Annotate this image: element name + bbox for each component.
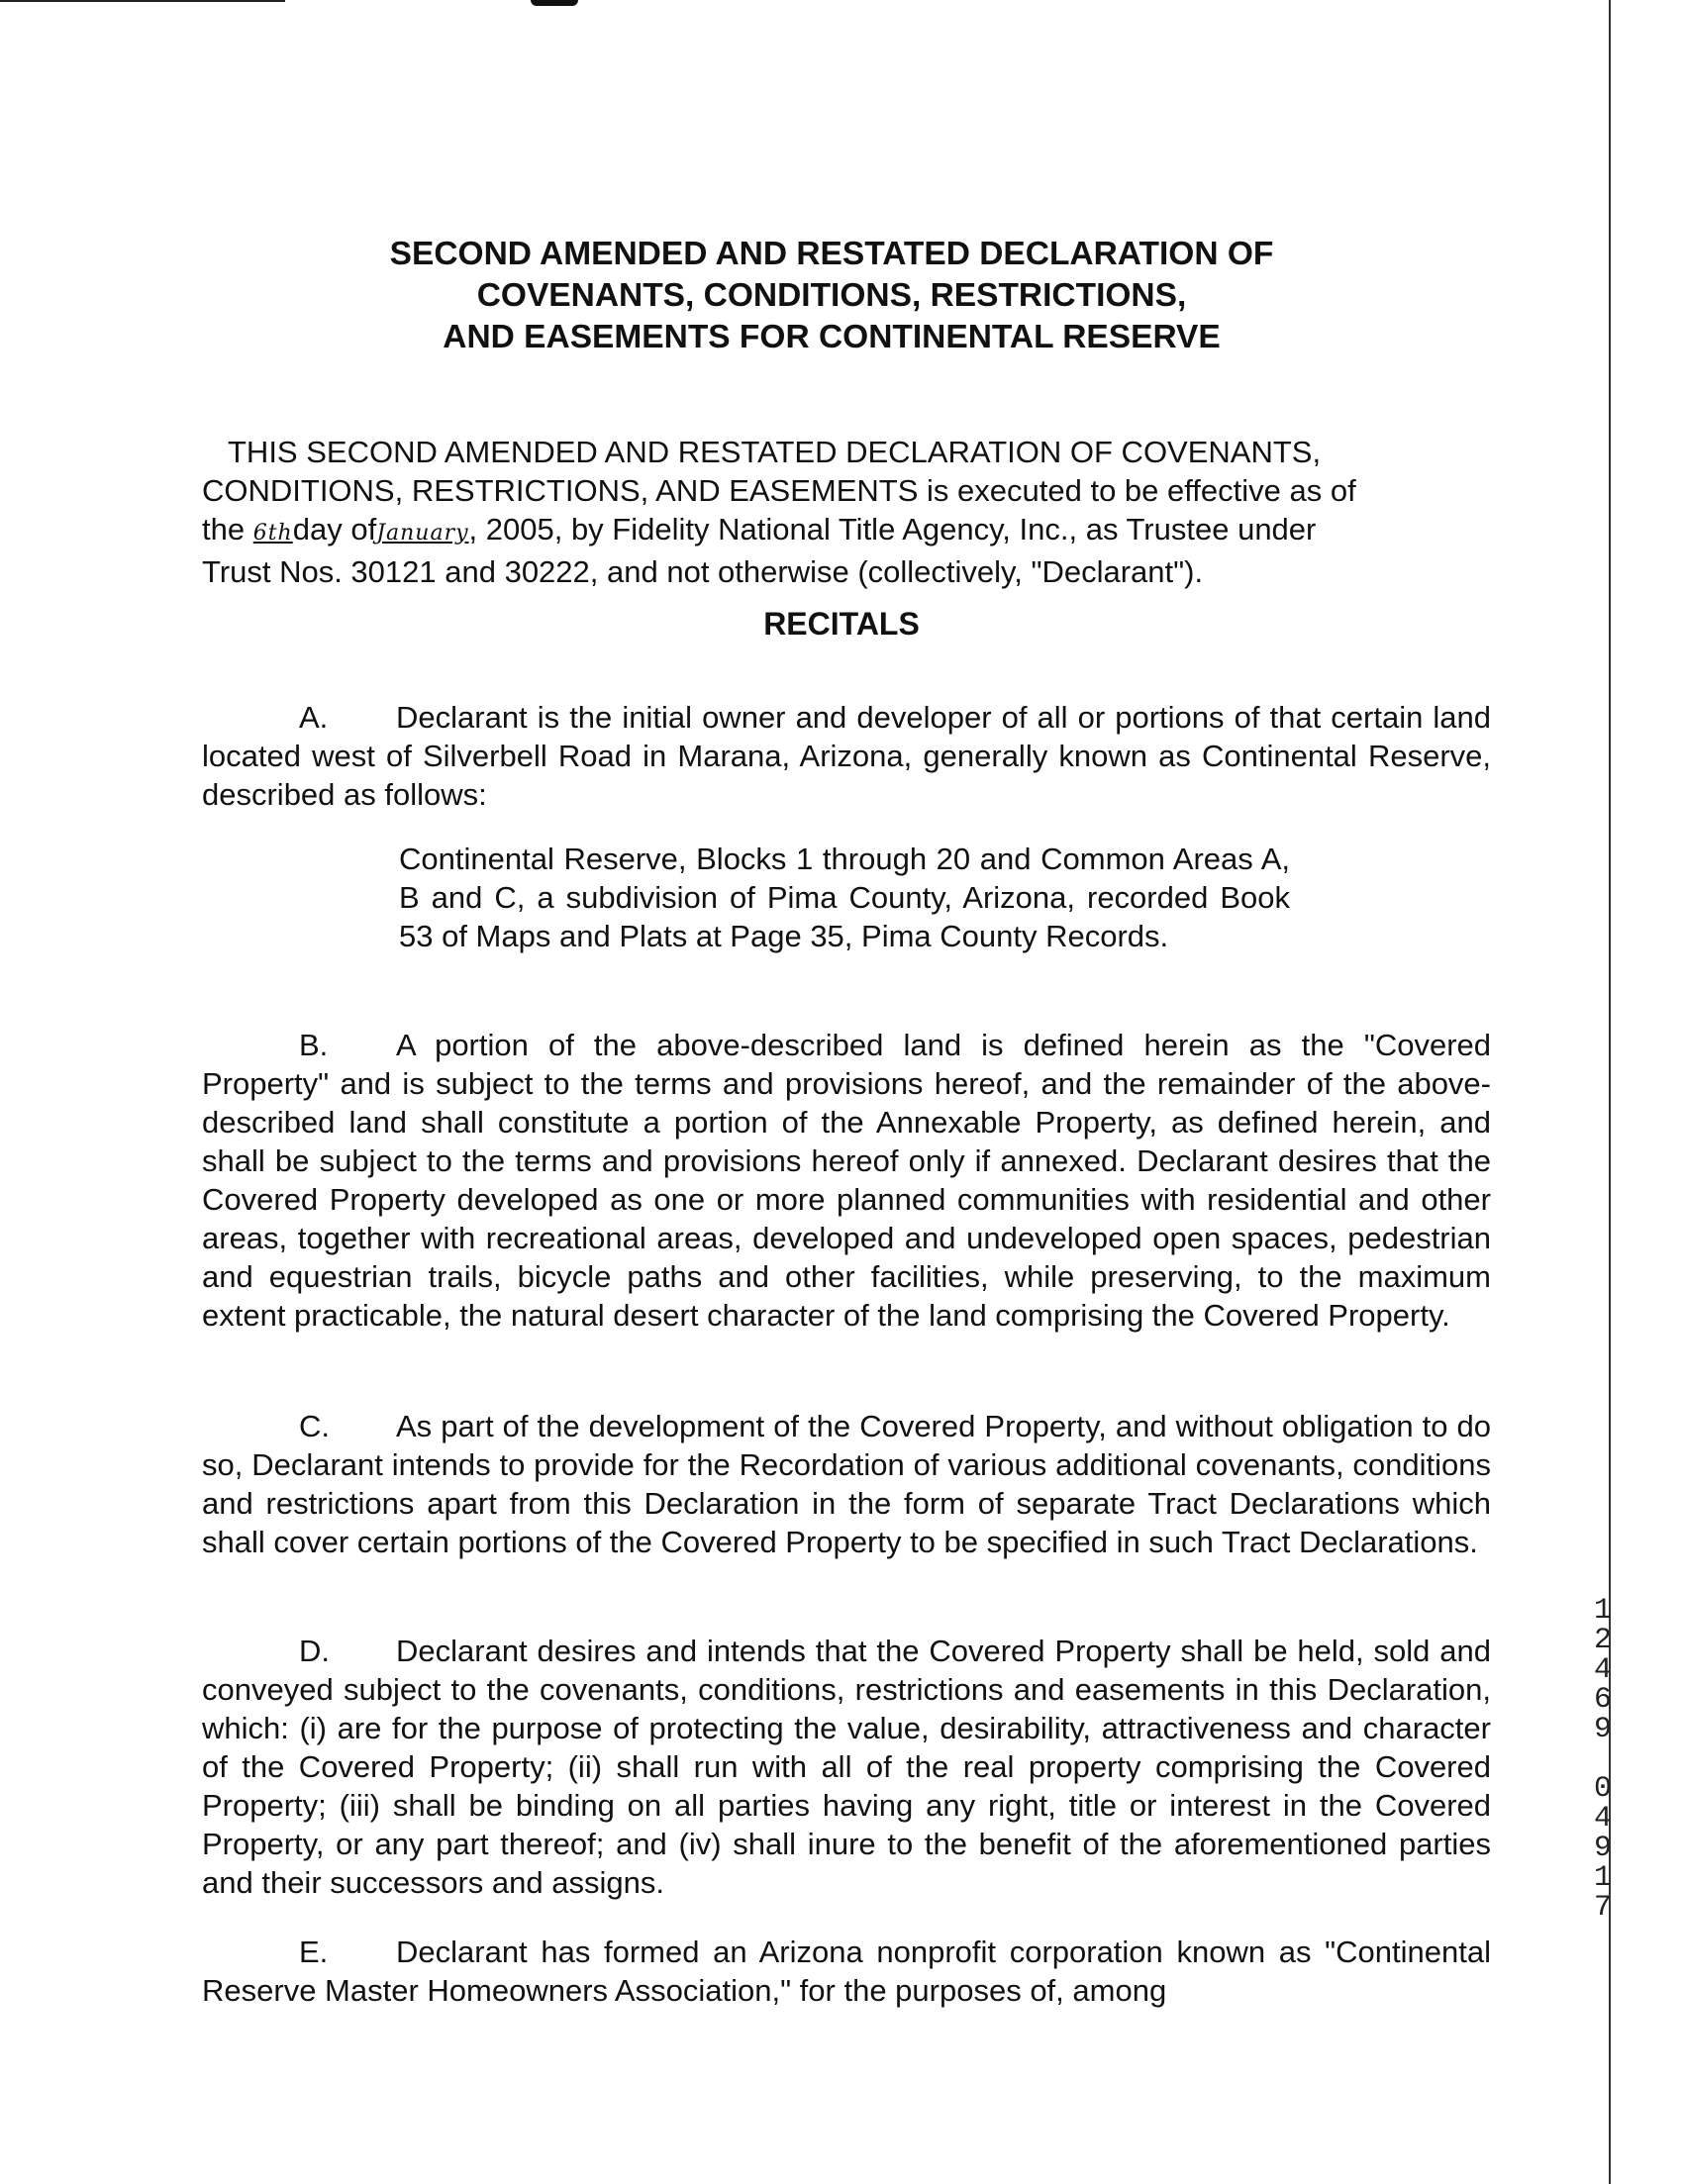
recital-c [202, 1407, 1491, 1561]
recital-c-label: C. [299, 1409, 330, 1443]
recording-number-stamp [1588, 1596, 1618, 1923]
document-title [198, 234, 1465, 358]
recitals-heading: RECITALS [763, 606, 920, 642]
handwritten-day: 6th [252, 521, 293, 546]
intro-paragraph [202, 433, 1493, 591]
title-line-3: AND EASEMENTS FOR CONTINENTAL RESERVE [443, 319, 1221, 355]
recital-a [202, 698, 1491, 814]
stamp-digit: 0 [1593, 1772, 1612, 1806]
stamp-digit: 9 [1593, 1713, 1612, 1746]
stamp-digit: 2 [1593, 1624, 1612, 1657]
title-line-2: COVENANTS, CONDITIONS, RESTRICTIONS, [476, 277, 1187, 314]
intro-day-of: day of [292, 512, 377, 546]
recital-b-label: B. [299, 1028, 329, 1062]
recital-e-label: E. [299, 1935, 329, 1969]
intro-line-4: Trust Nos. 30121 and 30222, and not otherwise (collectively, "Declarant"). [202, 554, 1204, 589]
recital-c-text: As part of the development of the Covered Property, and without obligation to do so, Declarant intends to provide for the Recordation of various additional covenants, conditions and restrictions apart from this Declaration in the form of separate Tract Declarations which shall cover certain portions of the Covered Property to be specified in such Tract Declarations. [202, 1409, 1491, 1559]
stamp-digit: 4 [1593, 1653, 1612, 1687]
stamp-digit: 4 [1593, 1802, 1612, 1836]
recital-d-text: Declarant desires and intends that the Covered Property shall be held, sold and conveyed subject to the covenants, conditions, restrictions and easements in this Declaration, which: (i) are for the purpose of protecting the value, desirability, attractiveness and character of the Covered Property; (ii) shall run with all of the real property comprising the Covered Property; (iii) shall be binding on all parties having any right, title or interest in the Covered Property, or any part thereof; and (iv) shall inure to the benefit of the aforementioned parties and their successors and assigns. [202, 1634, 1491, 1900]
recital-a-text: Declarant is the initial owner and developer of all or portions of that certain land located west of Silverbell Road in Marana, Arizona, generally known as Continental Reserve, described as follows: [202, 700, 1491, 812]
stamp-digit: 6 [1593, 1683, 1612, 1717]
title-line-1: SECOND AMENDED AND RESTATED DECLARATION OF [389, 236, 1274, 272]
intro-line-2: CONDITIONS, RESTRICTIONS, AND EASEMENTS is executed to be effective as of [202, 473, 1356, 508]
recital-b-text: A portion of the above-described land is defined herein as the "Covered Property" and is subject to the terms and provisions hereof, and the remainder of the above-described land shall constitute a portion of the Annexable Property, as defined herein, and shall be subject to the terms and provisions hereof only if annexed. Declarant desires that the Covered Property developed as one or more planned communities with residential and other areas, together with recreational areas, developed and undeveloped open spaces, pedestrian and equestrian trails, bicycle paths and other facilities, while preserving, to the maximum extent practicable, the natural desert character of the land comprising the Covered Property. [202, 1028, 1491, 1333]
stamp-gap [1588, 1744, 1618, 1774]
stamp-digit: 9 [1593, 1832, 1612, 1865]
recital-d [202, 1632, 1491, 1902]
stamp-digit: 1 [1593, 1861, 1612, 1895]
scan-smudge [531, 0, 578, 6]
legal-description: Continental Reserve, Blocks 1 through 20 and Common Areas A, B and C, a subdivision of Pima County, Arizona, recorded Book 53 of Maps and Plats at Page 35, Pima County Records. [399, 842, 1290, 953]
intro-line-3-end: , 2005, by Fidelity National Title Agency, Inc., as Trustee under [468, 512, 1317, 546]
recital-d-label: D. [299, 1634, 330, 1668]
recital-b [202, 1026, 1491, 1335]
handwritten-month: January [376, 521, 469, 546]
stamp-digit: 1 [1593, 1594, 1612, 1628]
stamp-digit: 7 [1593, 1891, 1612, 1925]
scan-edge-line [0, 0, 285, 2]
recital-e [202, 1933, 1491, 2010]
intro-line-3 [202, 510, 1493, 552]
recital-a-label: A. [299, 700, 329, 735]
intro-line-1: THIS SECOND AMENDED AND RESTATED DECLARATION OF COVENANTS, [228, 435, 1322, 469]
intro-line-3-start: the [202, 512, 253, 546]
recital-e-text: Declarant has formed an Arizona nonprofit corporation known as "Continental Reserve Master Homeowners Association," for the purposes of, among [202, 1935, 1491, 2008]
